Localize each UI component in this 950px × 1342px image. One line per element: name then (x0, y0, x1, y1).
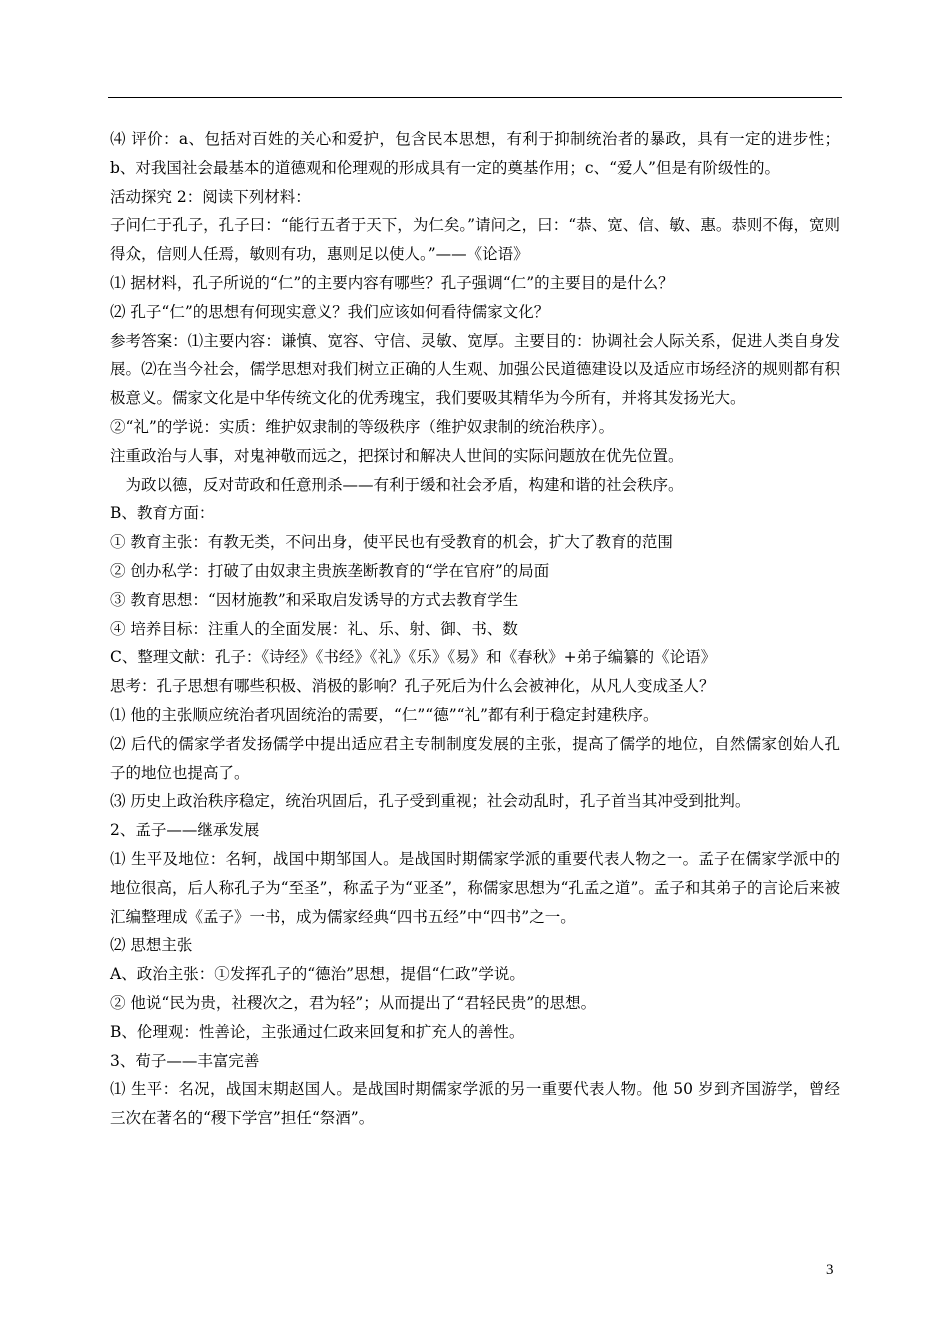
paragraph: 子问仁于孔子，孔子曰：“能行五者于天下，为仁矣。”请问之，曰：“恭、宽、信、敏、惠。恭则不侮，宽则得众，信则人任焉，敏则有功，惠则足以使人。”——《论语》 (110, 216, 840, 264)
paragraph: ④ 培养目标：注重人的全面发展：礼、乐、射、御、书、数 (110, 619, 518, 638)
paragraph: ⑴ 据材料，孔子所说的“仁”的主要内容有哪些？孔子强调“仁”的主要目的是什么？ (110, 273, 674, 292)
header-rule (108, 97, 842, 98)
paragraph: B、教育方面： (110, 504, 215, 523)
paragraph: 2、孟子——继承发展 (110, 821, 260, 840)
paragraph: 参考答案：⑴主要内容：谦慎、宽容、守信、灵敏、宽厚。主要目的：协调社会人际关系，促进人类自身发展。⑵在当今社会，儒学思想对我们树立正确的人生观、加强公民道德建设以及适应市场经济的规则都有积极意义。儒家文化是中华传统文化的优秀瑰宝，我们要吸其精华为今所有，并将其发扬光大。 (110, 331, 840, 408)
paragraph: ⑷ 评价：a、包括对百姓的关心和爱护，包含民本思想，有利于抑制统治者的暴政，具有一定的进步性；b、对我国社会最基本的道德观和伦理观的形成具有一定的奠基作用；c、“爱人”但是有阶级性的。 (110, 130, 840, 177)
paragraph: ⑵ 后代的儒家学者发扬儒学中提出适应君主专制制度发展的主张，提高了儒学的地位，自然儒家创始人孔子的地位也提高了。 (110, 734, 840, 782)
paragraph: ② 创办私学：打破了由奴隶主贵族垄断教育的“学在官府”的局面 (110, 561, 550, 580)
page-number: 3 (826, 1262, 834, 1278)
paragraph: 注重政治与人事，对鬼神敬而远之，把探讨和解决人世间的实际问题放在优先位置。 (110, 446, 684, 465)
paragraph: ⑵ 思想主张 (110, 936, 193, 955)
paragraph: B、伦理观：性善论，主张通过仁政来回复和扩充人的善性。 (110, 1022, 525, 1041)
paragraph: C、整理文献：孔子：《诗经》《书经》《礼》《乐》《易》和《春秋》+弟子编纂的《论语》 (110, 648, 717, 667)
document-body (110, 125, 840, 1133)
paragraph: ③ 教育思想：“因材施教”和采取启发诱导的方式去教育学生 (110, 590, 519, 609)
paragraph: 3、荀子——丰富完善 (110, 1051, 260, 1070)
paragraph: ⑶ 历史上政治秩序稳定，统治巩固后，孔子受到重视；社会动乱时，孔子首当其冲受到批判。 (110, 792, 751, 811)
paragraph: 思考：孔子思想有哪些积极、消极的影响？孔子死后为什么会被神化，从凡人变成圣人？ (110, 677, 715, 696)
paragraph: ②“礼”的学说：实质：维护奴隶制的等级秩序（维护奴隶制的统治秩序）。 (110, 417, 615, 436)
paragraph: ② 他说“民为贵，社稷次之，君为轻”；从而提出了“君轻民贵”的思想。 (110, 993, 597, 1012)
paragraph: ① 教育主张：有教无类，不问出身，使平民也有受教育的机会，扩大了教育的范围 (110, 533, 673, 552)
paragraph: A、政治主张：①发挥孔子的“德治”思想，提倡“仁政”学说。 (110, 965, 525, 984)
paragraph: ⑴ 生平：名况，战国末期赵国人。是战国时期儒家学派的另一重要代表人物。他 50 岁到齐国游学，曾经三次在著名的“稷下学宫”担任“祭酒”。 (110, 1080, 840, 1128)
paragraph: ⑴ 生平及地位：名轲，战国中期邹国人。是战国时期儒家学派的重要代表人物之一。孟子在儒家学派中的地位很高，后人称孔子为“至圣”，称孟子为“亚圣”，称儒家思想为“孔孟之道”。孟子和其弟子的言论后来被汇编整理成《孟子》一书，成为儒家经典“四书五经”中“四书”之一。 (110, 849, 840, 926)
paragraph: 活动探究 2：阅读下列材料： (110, 187, 311, 206)
paragraph: ⑴ 他的主张顺应统治者巩固统治的需要，“仁”“德”“礼”都有利于稳定封建秩序。 (110, 705, 659, 724)
paragraph: ⑵ 孔子“仁”的思想有何现实意义？我们应该如何看待儒家文化？ (110, 302, 550, 321)
paragraph: 为政以德，反对苛政和任意刑杀——有利于缓和社会矛盾，构建和谐的社会秩序。 (110, 475, 684, 494)
